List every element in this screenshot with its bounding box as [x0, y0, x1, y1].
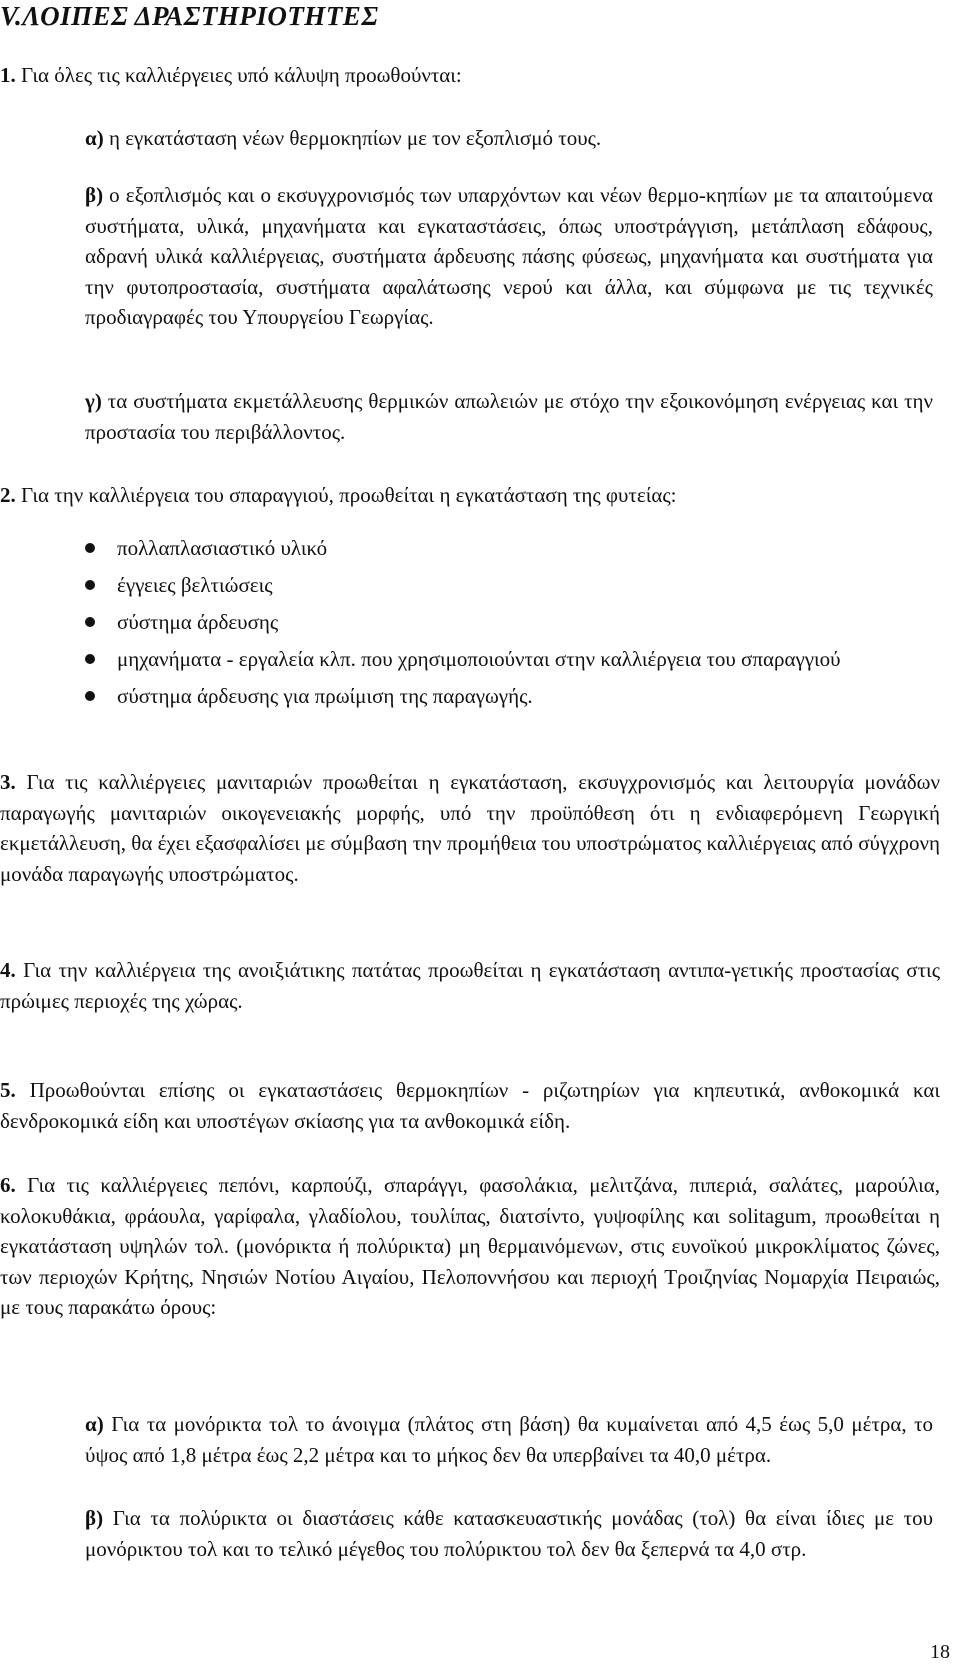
- list-item: πολλαπλασιαστικό υλικό: [85, 533, 933, 564]
- section-6-number: 6.: [0, 1173, 16, 1197]
- item-label: α): [85, 1412, 104, 1436]
- item-text: ο εξοπλισμός και ο εκσυγχρονισμός των υπαρχόντων και νέων θερμο-κηπίων με τα απαιτούμενα συστήματα, υλικά, μηχανήματα και εγκαταστάσεις, όπως υποστράγγιση, μετάπλαση εδάφους, αδρανή υλικά καλλιέργειας, συστήματα άρδευσης πάσης φύσεως, μηχανήματα και συστήματα για την φυτοπροστασία, συστήματα αφαλάτωσης νερού και άλλα, και σύμφωνα με τις τεχνικές προδιαγραφές του Υπουργείου Γεωργίας.: [85, 183, 933, 330]
- section-6: [0, 1170, 940, 1323]
- section-1-text: Για όλες τις καλλιέργειες υπό κάλυψη προωθούνται:: [21, 63, 462, 87]
- list-item: σύστημα άρδευσης για πρωίμιση της παραγωγής.: [85, 681, 933, 712]
- section-1-intro: [0, 60, 940, 91]
- item-label: β): [85, 183, 104, 207]
- section-6-text: Για τις καλλιέργειες πεπόνι, καρπούζι, σπαράγγι, φασολάκια, μελιτζάνα, πιπεριά, σαλάτες, μαρούλια, κολοκυθάκια, φράουλα, γαρίφαλα, γλαδίολου, τουλίπας, διατσίντο, γυψοφίλης και solitagum, προωθείται η εγκατάσταση υψηλών τολ. (μονόρικτα ή πολύρικτα) μη θερμαινόμενων, στις ευνοϊκού μικροκλίματος ζώνες, των περιοχών Κρήτης, Νησιών Νοτίου Αιγαίου, Πελοποννήσου και περιοχή Τροιζηνίας Νομαρχία Πειραιώς, με τους παρακάτω όρους:: [0, 1173, 941, 1320]
- section-2-text: Για την καλλιέργεια του σπαραγγιού, προωθείται η εγκατάσταση της φυτείας:: [21, 483, 677, 507]
- item-text: η εγκατάσταση νέων θερμοκηπίων με τον εξοπλισμό τους.: [108, 126, 602, 150]
- bullet-icon: [85, 654, 95, 664]
- page-heading: V.ΛΟΙΠΕΣ ΔΡΑΣΤΗΡΙΟΤΗΤΕΣ: [0, 1, 379, 31]
- list-item: μηχανήματα - εργαλεία κλπ. που χρησιμοποιούνται στην καλλιέργεια του σπαραγγιού: [85, 644, 933, 675]
- item-label: γ): [85, 389, 102, 413]
- section-2-bullet-list: [85, 533, 933, 718]
- section-3-text: Για τις καλλιέργειες μανιταριών προωθείται η εγκατάσταση, εκσυγχρονισμός και λειτουργία μονάδων παραγωγής μανιταριών οικογενειακής μορφής, υπό την προϋπόθεση ότι η ενδιαφερόμενη Γεωργική εκμετάλλευση, θα έχει εξασφαλίσει με σύμβαση την προμήθεια του υποστρώματος καλλιέργειας από σύγχρονη μονάδα παραγωγής υποστρώματος.: [0, 770, 940, 886]
- bullet-icon: [85, 617, 95, 627]
- section-3-number: 3.: [0, 770, 16, 794]
- section-6-item-b: [85, 1503, 933, 1564]
- bullet-icon: [85, 543, 95, 553]
- section-4: [0, 955, 940, 1016]
- item-text: Για τα μονόρικτα τολ το άνοιγμα (πλάτος στη βάση) θα κυμαίνεται από 4,5 έως 5,0 μέτρα, το ύψος από 1,8 μέτρα έως 2,2 μέτρα και το μήκος δεν θα υπερβαίνει τα 40,0 μέτρα.: [85, 1412, 934, 1467]
- list-item: έγγειες βελτιώσεις: [85, 570, 933, 601]
- bullet-icon: [85, 691, 95, 701]
- section-5-number: 5.: [0, 1078, 16, 1102]
- section-2-number: 2.: [0, 483, 16, 507]
- section-3: [0, 767, 940, 889]
- section-5: [0, 1075, 940, 1136]
- section-1-item-a: [85, 123, 933, 154]
- section-2-intro: [0, 480, 940, 511]
- section-1-item-b: [85, 180, 933, 333]
- section-4-text: Για την καλλιέργεια της ανοιξιάτικης πατάτας προωθείται η εγκατάσταση αντιπα-γετικής προστασίας στις πρώιμες περιοχές της χώρας.: [0, 958, 941, 1013]
- section-6-item-a: [85, 1409, 933, 1470]
- bullet-icon: [85, 580, 95, 590]
- section-4-number: 4.: [0, 958, 16, 982]
- item-text: Για τα πολύρικτα οι διαστάσεις κάθε κατασκευαστικής μονάδας (τολ) θα είναι ίδιες με του μονόρικτου τολ και το τελικό μέγεθος του πολύρικτου τολ δεν θα ξεπερνά τα 4,0 στρ.: [85, 1506, 933, 1561]
- section-1-number: 1.: [0, 63, 16, 87]
- section-1-item-c: [85, 386, 933, 447]
- item-label: α): [85, 126, 104, 150]
- page-number: 18: [930, 1641, 950, 1663]
- item-text: τα συστήματα εκμετάλλευσης θερμικών απωλειών με στόχο την εξοικονόμηση ενέργειας και την προστασία του περιβάλλοντος.: [85, 389, 934, 444]
- list-item: σύστημα άρδευσης: [85, 607, 933, 638]
- item-label: β): [85, 1506, 104, 1530]
- section-5-text: Προωθούνται επίσης οι εγκαταστάσεις θερμοκηπίων - ριζωτηρίων για κηπευτικά, ανθοκομικά και δενδροκομικά είδη και υποστέγων σκίασης για τα ανθοκομικά είδη.: [0, 1078, 941, 1133]
